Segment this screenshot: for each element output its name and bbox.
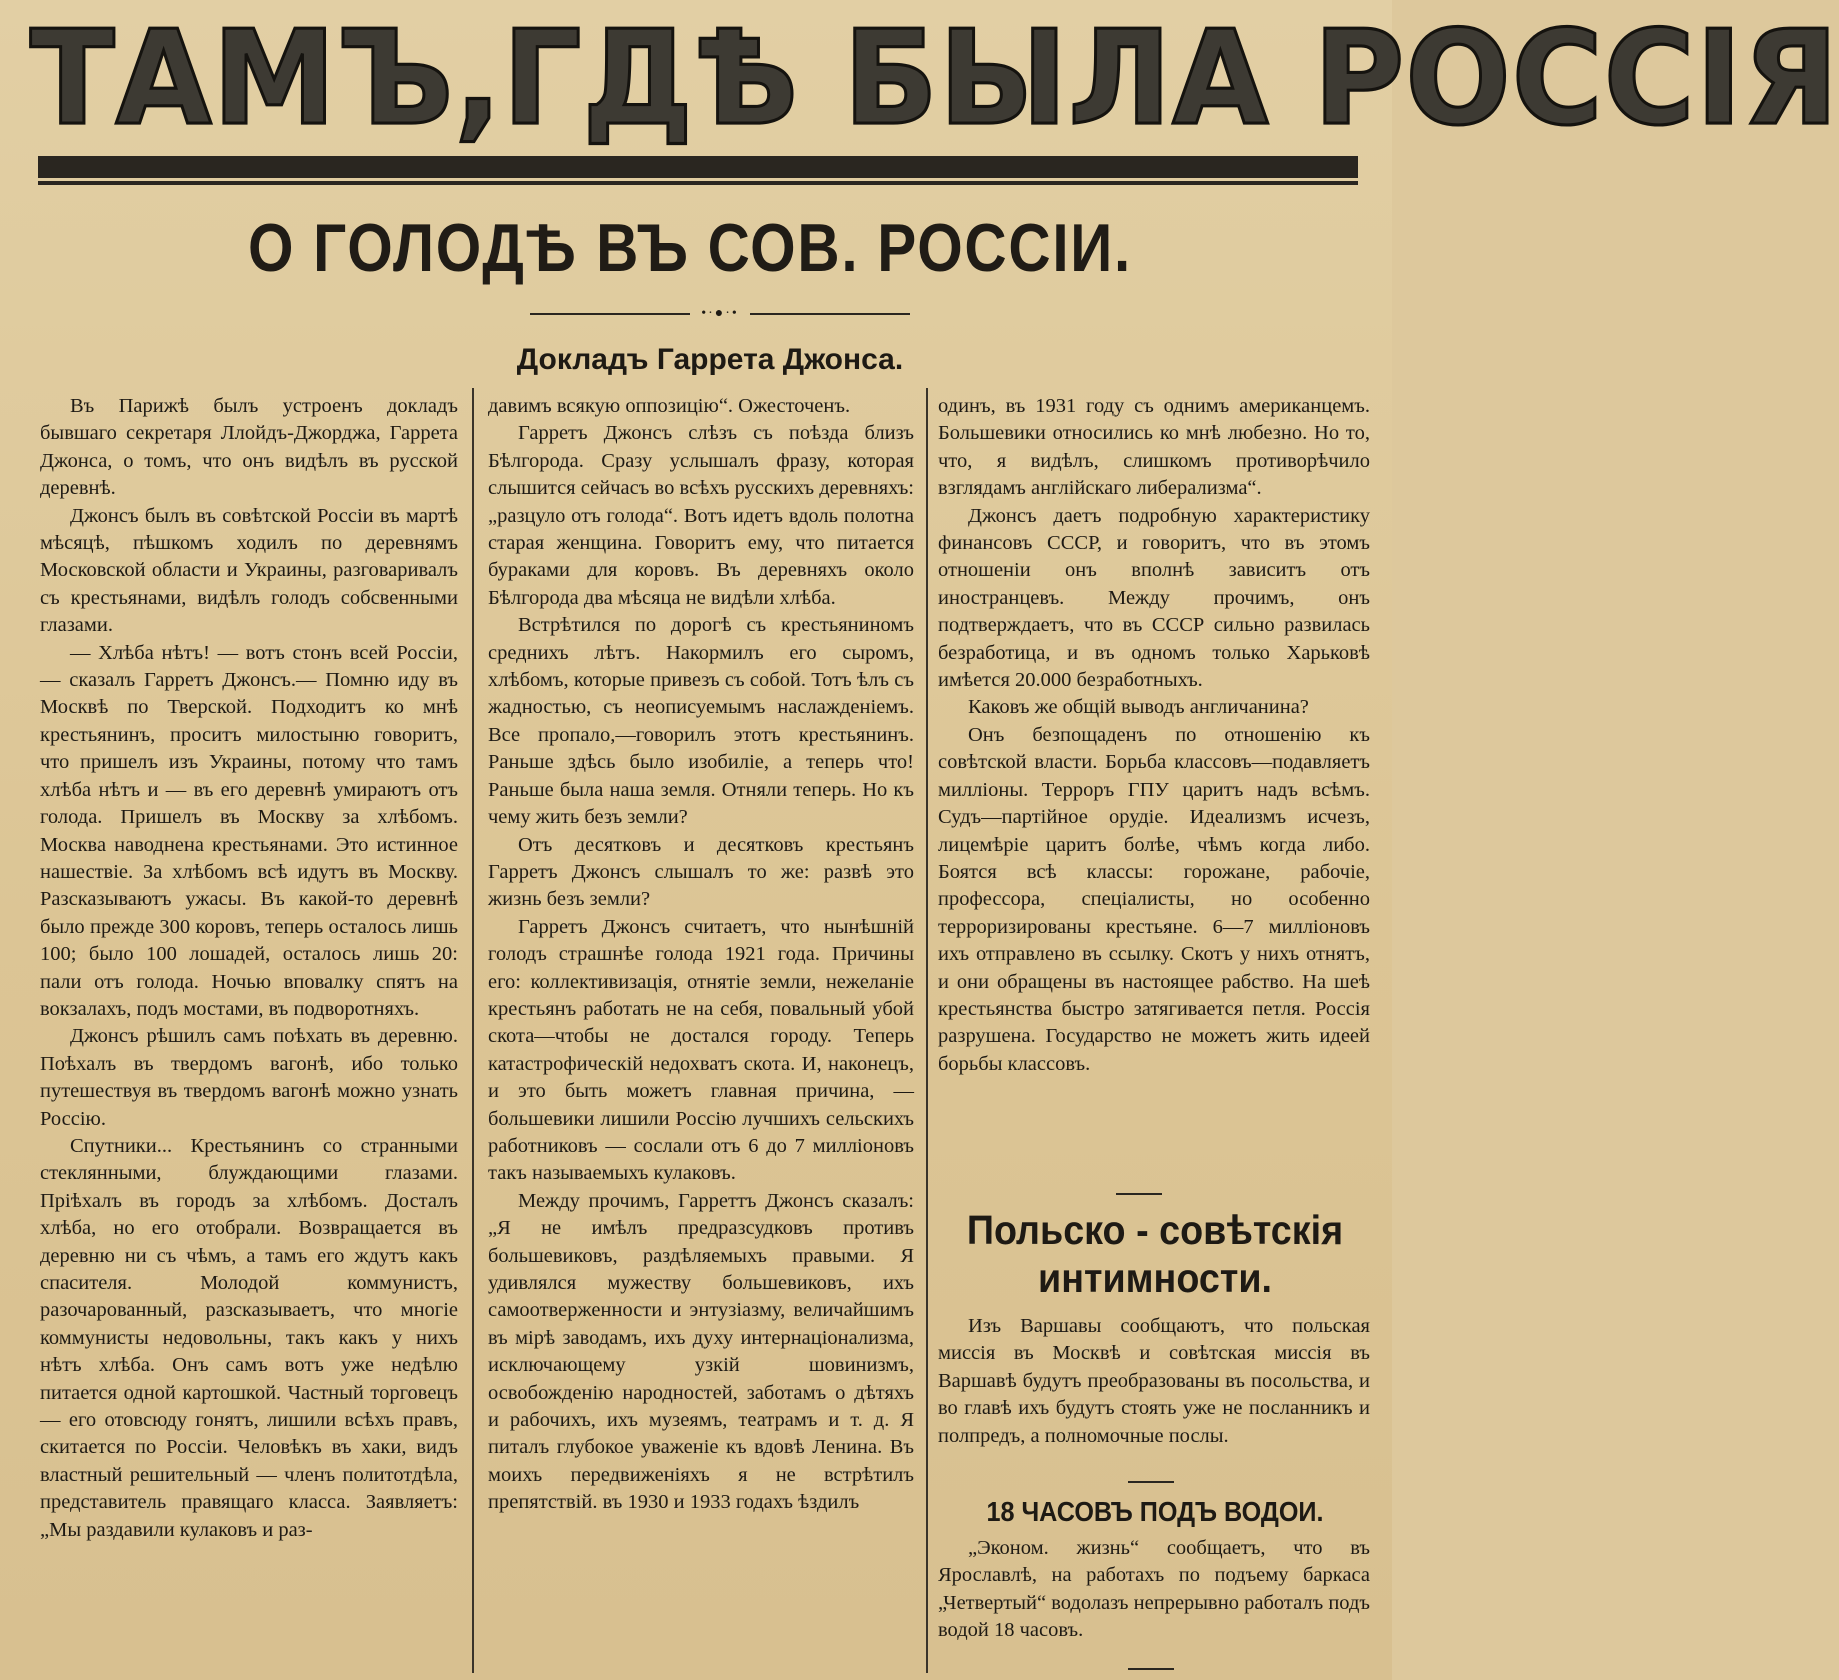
- ornament-line-right: [750, 313, 910, 315]
- section-separator: [1128, 1481, 1174, 1483]
- polish-soviet-title-line1: Польско - совѣтскія: [966, 1207, 1344, 1253]
- section-separator: [1116, 1193, 1162, 1195]
- column-rule-1: [472, 388, 474, 1673]
- headline: О ГОЛОДѢ ВЪ СОВ. РОССІИ.: [247, 210, 1133, 286]
- ornament-center: •·●·•: [701, 306, 739, 321]
- masthead-rule-thick: [38, 156, 1358, 178]
- paragraph: Джонсъ рѣшилъ самъ поѣхать въ деревню. Поѣхалъ въ твердомъ вагонѣ, ибо только путешествуя въ твердомъ вагонѣ можно узнать Россію.: [40, 1025, 458, 1130]
- paragraph: Отъ десятковъ и десятковъ крестьянъ Гарретъ Джонсъ слышалъ то же: развѣ это жизнь безъ земли?: [488, 833, 914, 911]
- paragraph: „Эконом. жизнь“ сообщаетъ, что въ Ярославлѣ, на работахъ по подъему баркаса „Четвертый“ водолазъ непрерывно работалъ подъ водой 18 часовъ.: [938, 1537, 1370, 1642]
- paragraph: Спутники... Крестьянинъ со странными стеклянными, блуждающими глазами. Пріѣхалъ въ городъ за хлѣбомъ. Досталъ хлѣба, но его отобрали. Возвращается въ деревню ни съ чѣмъ, а тамъ его ждутъ какъ спасителя. Молодой коммунистъ, разочарованный, разсказываетъ, что многіе коммунисты недовольны, такъ какъ у нихъ нѣтъ хлѣба. Онъ самъ вотъ уже недѣлю питается одной картошкой. Частный торговецъ — его отовсюду гонятъ, лишили всѣхъ правъ, скитается по Россіи. Человѣкъ въ хаки, видъ властный решительный — членъ политотдѣла, представитель правящаго класса. Заявляетъ: „Мы раздавили кулаковъ и раз-: [40, 1134, 458, 1541]
- polish-soviet-text: [938, 1313, 1370, 1450]
- paragraph: Онъ безпощаденъ по отношенію къ совѣтской власти. Борьба классовъ—подавляетъ милліоны. Терроръ ГПУ царитъ надъ всѣмъ. Судъ—партійное орудіе. Идеализмъ исчезъ, лицемѣріе царитъ болѣе, чѣмъ когда либо. Боятся всѣ классы: горожане, рабочіе, профессора, спеціалисты, но особенно терроризированы крестьяне. 6—7 милліоновъ ихъ отправлено въ ссылку. Скотъ у нихъ отнятъ, и они обращены въ настоящее рабство. На шеѣ крестьянства быстро затягивается петля. Россія разрушена. Государство не можетъ жить идеей борьбы классовъ.: [938, 723, 1370, 1075]
- paragraph: Гарретъ Джонсъ считаетъ, что нынѣшній голодъ страшнѣе голода 1921 года. Причины его: коллективизація, отнятіе земли, нежеланіе крестьянъ работать не на себя, повальный убой скота—чтобы не достался городу. Теперь катастрофическій недохватъ скота. И, наконецъ, и это быть можетъ главная причина, — большевики лишили Россію лучшихъ сельскихъ работниковъ — сослали отъ 6 до 7 милліоновъ такъ называемыхъ кулаковъ.: [488, 915, 914, 1185]
- section-separator: [1128, 1668, 1174, 1670]
- paragraph: одинъ, въ 1931 году съ однимъ американцемъ. Большевики относились ко мнѣ любезно. Но то, что, я видѣлъ, слишкомъ противорѣчило взглядамъ англійскаго либерализма“.: [938, 395, 1370, 500]
- paragraph: Встрѣтился по дорогѣ съ крестьяниномъ среднихъ лѣтъ. Накормилъ его сыромъ, хлѣбомъ, которые привезъ съ собой. Тотъ ѣлъ съ жадностью, съ неописуемымъ наслажденіемъ. Все пропало,—говорилъ этотъ крестьянинъ. Раньше здѣсь было изобиліе, а теперь что! Раньше была наша земля. Отняли теперь. Но къ чему жить безъ земли?: [488, 614, 914, 829]
- article-column-2: [488, 393, 914, 1673]
- article-column-1: [40, 393, 458, 1673]
- masthead: ТАМЪ,ГДѢ БЫЛА РОССІЯ: [30, 3, 1839, 155]
- ornament-divider: [530, 304, 910, 324]
- ornament-line-left: [530, 313, 690, 315]
- paragraph: Въ Парижѣ былъ устроенъ докладъ бывшаго секретаря Ллойдъ-Джорджа, Гаррета Джонса, о томъ, что онъ видѣлъ въ русской деревнѣ.: [40, 395, 458, 500]
- paragraph: — Хлѣба нѣтъ! — вотъ стонъ всей Россіи, — сказалъ Гарретъ Джонсъ.— Помню иду въ Москвѣ по Тверской. Подходитъ ко мнѣ крестьянинъ, проситъ милостыню говоритъ, что пришелъ изъ Украины, потому что тамъ хлѣба нѣтъ и — въ его деревнѣ умираютъ отъ голода. Пришелъ въ Москву за хлѣбомъ. Москва наводнена крестьянами. Это истинное нашествіе. За хлѣбомъ всѣ идутъ въ Москву. Разсказываютъ ужасы. Въ какой-то деревнѣ было прежде 300 коровъ, теперь осталось лишь 100; было 100 лошадей, осталось лишь 20: пали отъ голода. Ночью вповалку спятъ на вокзалахъ, подъ мостами, въ подворотняхъ.: [40, 641, 458, 1020]
- column-rule-2: [926, 388, 928, 1673]
- diver-text: [938, 1535, 1370, 1645]
- paragraph: Джонсъ даетъ подробную характеристику финансовъ СССР, и говоритъ, что въ этомъ отношеніи онъ вполнѣ зависитъ отъ иностранцевъ. Между прочимъ, онъ подтверждаетъ, что въ СССР сильно развилась безработица, и въ одномъ только Харьковѣ имѣется 20.000 безработныхъ.: [938, 504, 1370, 692]
- article-column-3: [938, 393, 1370, 1193]
- paragraph: Между прочимъ, Гарреттъ Джонсъ сказалъ: „Я не имѣлъ предразсудковъ противъ большевиковъ, раздѣляемыхъ правыми. Я удивлялся мужеству большевиковъ, ихъ самоотверженности и энтузіазму, величайшимъ въ мірѣ заводамъ, ихъ духу интернаціонализма, исключающему узкій шовинизмъ, освобожденію народностей, заботамъ о дѣтяхъ и рабочихъ, ихъ музеямъ, театрамъ и т. д. Я питалъ глубокое уваженіе къ вдовѣ Ленина. Въ моихъ передвиженіяхъ я не встрѣтилъ препятствій. въ 1930 и 1933 годахъ ѣздилъ: [488, 1189, 914, 1514]
- paragraph: Гарретъ Джонсъ слѣзъ съ поѣзда близъ Бѣлгорода. Сразу услышалъ фразу, которая слышится сейчасъ во всѣхъ русскихъ деревняхъ: „разцуло отъ голода“. Вотъ идетъ вдоль полотна старая женщина. Говоритъ ему, что питается бураками для коровъ. Въ деревняхъ около Бѣлгорода два мѣсяца не видѣли хлѣба.: [488, 422, 914, 609]
- paragraph: Джонсъ былъ въ совѣтской Россіи въ мартѣ мѣсяцѣ, пѣшкомъ ходилъ по деревнямъ Московской области и Украины, разговаривалъ съ крестьянами, видѣлъ голодъ собсвенными глазами.: [40, 504, 458, 637]
- paragraph: давимъ всякую оппозицію“. Ожесточенъ.: [488, 395, 851, 417]
- polish-soviet-title-line2: интимности.: [1038, 1255, 1272, 1301]
- paragraph: Изъ Варшавы сообщаютъ, что польская миссія въ Москвѣ и совѣтская миссія въ Варшавѣ будутъ преобразованы въ посольства, и во главѣ ихъ будутъ стоять уже не посланникъ и полпредъ, а полномочные послы.: [938, 1315, 1370, 1447]
- diver-title: 18 ЧАСОВЪ ПОДЪ ВОДОИ.: [986, 1496, 1324, 1527]
- paragraph: Каковъ же общій выводъ англичанина?: [968, 696, 1309, 719]
- masthead-rule-thin: [38, 181, 1358, 185]
- subheadline: Докладъ Гаррета Джонса.: [516, 343, 904, 376]
